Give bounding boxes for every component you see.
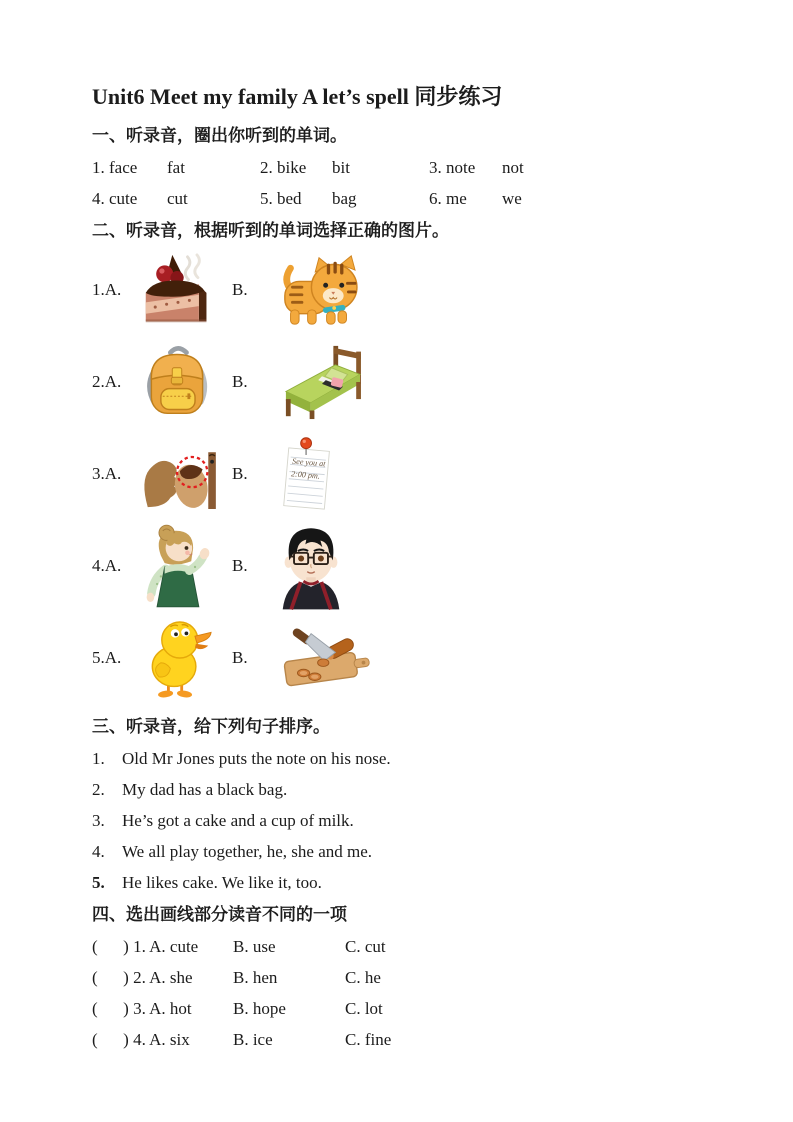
boy-with-glasses-icon [274, 522, 757, 610]
duckling-icon [140, 617, 232, 699]
word-option: bit [332, 158, 350, 177]
phonics-option-c: C. he [345, 968, 381, 987]
section3-heading: 三、听录音，给下列句子排序。 [92, 717, 330, 736]
word-option: 6. me [429, 189, 467, 208]
option-b-label: B. [232, 464, 248, 483]
option-b-label: B. [232, 648, 248, 667]
picture-question-row [92, 428, 757, 520]
sentence-item [92, 843, 757, 861]
section4-heading: 四、选出画线部分读音不同的一项 [92, 905, 347, 924]
phonics-option-b: B. hen [233, 968, 278, 987]
sentence-number: 1. [92, 749, 105, 768]
cutting-board-with-knife-icon [274, 628, 757, 688]
option-b-label: B. [232, 280, 248, 299]
word-option: cut [167, 189, 188, 208]
phonics-choice-list [92, 938, 757, 1049]
sentence-text: He’s got a cake and a cup of milk. [122, 811, 354, 830]
word-option: bag [332, 189, 357, 208]
sentence-item [92, 781, 757, 799]
option-b-label: B. [232, 556, 248, 575]
sentence-number: 2. [92, 780, 105, 799]
word-option: 3. note [429, 158, 476, 177]
bed-icon [274, 344, 757, 420]
phonics-option-b: B. use [233, 937, 276, 956]
phonics-option-c: C. lot [345, 999, 383, 1018]
word-option: fat [167, 158, 185, 177]
nose-closeup-icon [140, 439, 232, 509]
phonics-option-c: C. fine [345, 1030, 392, 1049]
picture-question-row [92, 520, 757, 612]
picture-question-row [92, 336, 757, 428]
picture-question-list [92, 244, 757, 704]
picture-question-row [92, 612, 757, 704]
sentence-item [92, 874, 757, 892]
picture-question-row [92, 244, 757, 336]
word-option: we [502, 189, 522, 208]
sentence-ordering-list [92, 750, 757, 892]
phonics-option-b: B. ice [233, 1030, 273, 1049]
phonics-option-c: C. cut [345, 937, 386, 956]
sentence-item [92, 812, 757, 830]
word-option: 2. bike [260, 158, 307, 177]
phonics-option-a: ( ) 2. A. she [92, 968, 193, 987]
sentence-text: He likes cake. We like it, too. [122, 873, 322, 892]
phonics-row [92, 969, 757, 987]
section1-heading: 一、听录音，圈出你听到的单词。 [92, 126, 347, 145]
note-text-line2: 2:00 pm. [290, 469, 321, 481]
phonics-row [92, 1031, 757, 1049]
sentence-item [92, 750, 757, 768]
sentence-number: 5. [92, 873, 105, 892]
phonics-option-a: ( ) 1. A. cute [92, 937, 199, 956]
sentence-text: We all play together, he, she and me. [122, 842, 373, 861]
note-text-line1: See you at [291, 456, 326, 469]
option-a-label: 2.A. [92, 372, 122, 391]
cake-slice-icon [140, 253, 232, 327]
word-circle-grid [92, 159, 757, 208]
tabby-cat-icon [274, 253, 757, 327]
backpack-icon [140, 343, 232, 421]
worksheet-title: Unit6 Meet my family A let’s spell 同步练习 [92, 84, 503, 109]
option-a-label: 3.A. [92, 464, 122, 483]
sentence-text: Old Mr Jones puts the note on his nose. [122, 749, 391, 768]
phonics-option-a: ( ) 3. A. hot [92, 999, 192, 1018]
section2-heading: 二、听录音，根据听到的单词选择正确的图片。 [92, 221, 449, 240]
phonics-row [92, 1000, 757, 1018]
phonics-option-a: ( ) 4. A. six [92, 1030, 190, 1049]
word-option: 5. bed [260, 189, 302, 208]
option-a-label: 1.A. [92, 280, 122, 299]
word-option: 1. face [92, 158, 138, 177]
option-a-label: 4.A. [92, 556, 122, 575]
word-option: not [502, 158, 524, 177]
word-option: 4. cute [92, 189, 138, 208]
sentence-number: 4. [92, 842, 105, 861]
girl-waving-icon [140, 523, 232, 609]
sentence-text: My dad has a black bag. [122, 780, 288, 799]
option-b-label: B. [232, 372, 248, 391]
phonics-row [92, 938, 757, 956]
pinned-note-icon [274, 433, 757, 515]
sentence-number: 3. [92, 811, 105, 830]
phonics-option-b: B. hope [233, 999, 286, 1018]
option-a-label: 5.A. [92, 648, 122, 667]
